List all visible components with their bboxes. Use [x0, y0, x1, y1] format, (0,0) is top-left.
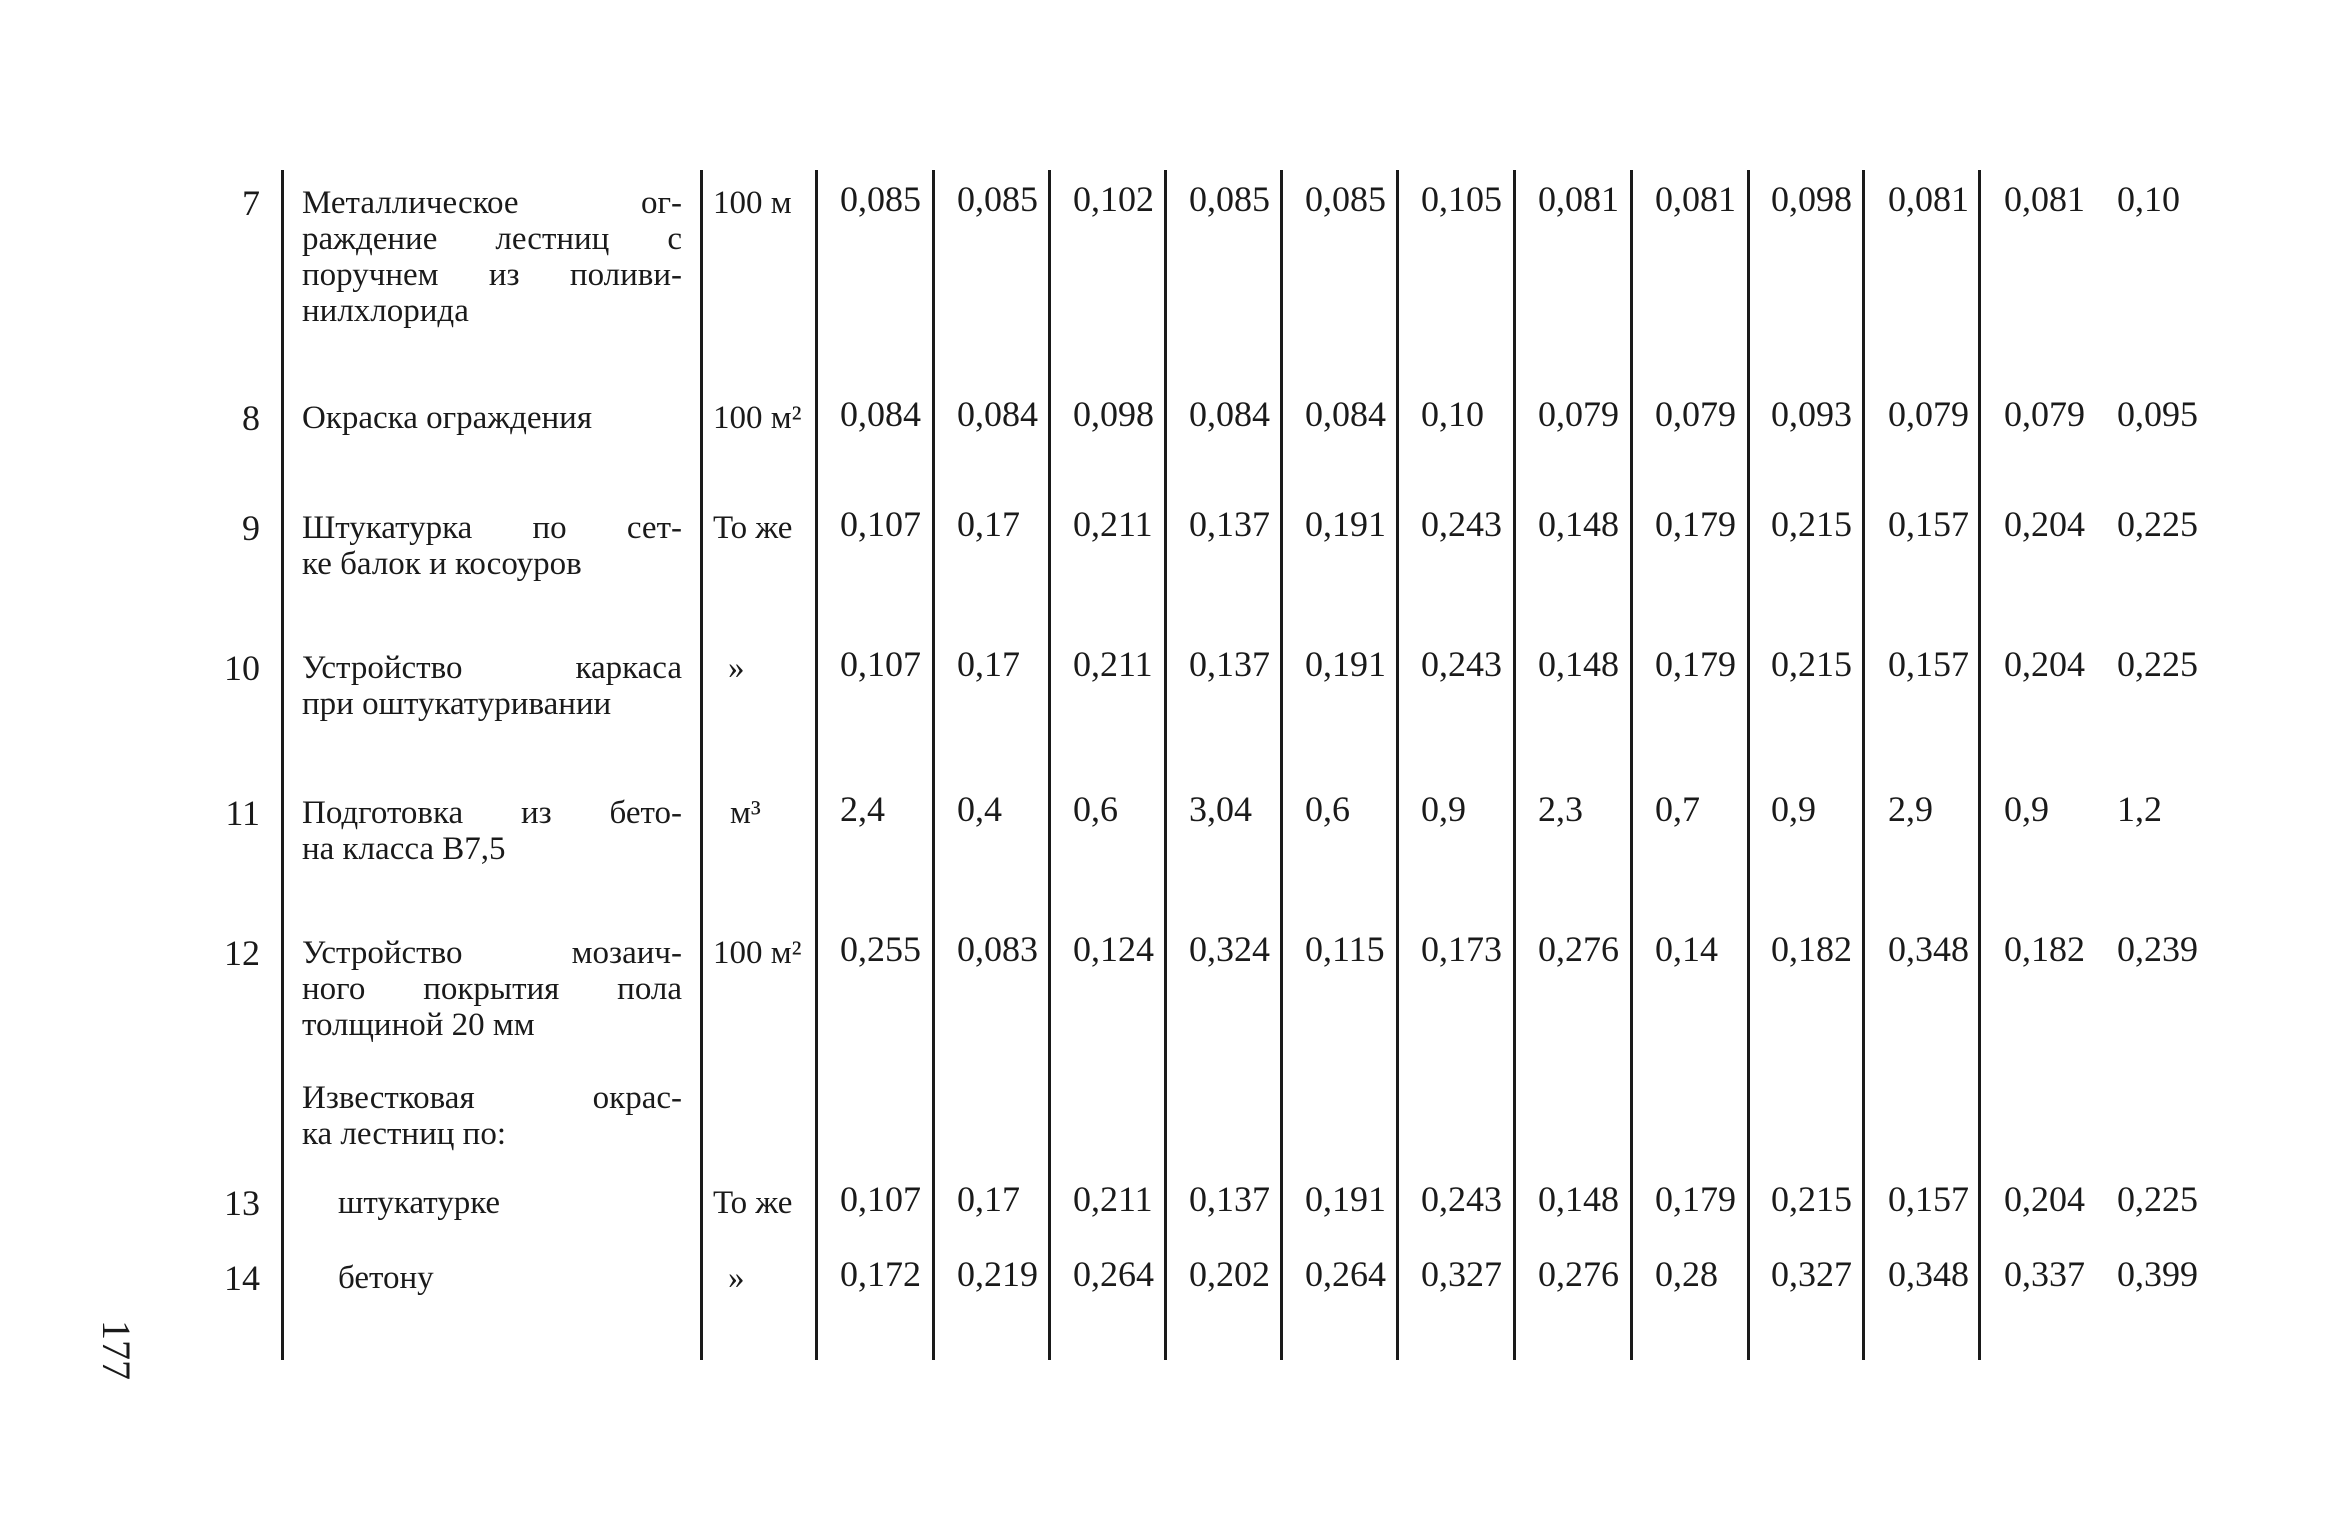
value-cell: 0,085 [1305, 179, 1386, 219]
value-cell: 0,079 [1655, 394, 1736, 434]
value-cell: 0,215 [1771, 504, 1852, 544]
column-rule [1630, 170, 1633, 1360]
value-cell: 0,264 [1305, 1254, 1386, 1294]
value-cell: 0,17 [957, 644, 1020, 684]
value-cell: 0,327 [1771, 1254, 1852, 1294]
row-number: 10 [224, 648, 260, 688]
value-cell: 0,348 [1888, 929, 1969, 969]
description-line: ка лестниц по: [302, 1116, 506, 1152]
value-cell: 0,9 [1771, 789, 1816, 829]
row-number: 12 [224, 933, 260, 973]
value-cell: 0,085 [957, 179, 1038, 219]
value-cell: 0,7 [1655, 789, 1700, 829]
value-cell: 0,28 [1655, 1254, 1718, 1294]
value-cell: 0,137 [1189, 644, 1270, 684]
value-cell: 0,264 [1073, 1254, 1154, 1294]
value-cell: 0,081 [2004, 179, 2085, 219]
value-cell: 0,098 [1073, 394, 1154, 434]
unit-of-measure: То же [713, 1185, 793, 1221]
value-cell: 0,085 [840, 179, 921, 219]
value-cell: 0,10 [2117, 179, 2180, 219]
description-line: ного покрытия пола [302, 971, 682, 1007]
value-cell: 0,084 [957, 394, 1038, 434]
description-line: на класса В7,5 [302, 831, 506, 867]
value-cell: 0,081 [1655, 179, 1736, 219]
row-number: 11 [225, 793, 260, 833]
value-cell: 0,327 [1421, 1254, 1502, 1294]
value-cell: 0,179 [1655, 504, 1736, 544]
value-cell: 0,191 [1305, 1179, 1386, 1219]
value-cell: 0,14 [1655, 929, 1718, 969]
column-rule [1048, 170, 1051, 1360]
value-cell: 0,084 [840, 394, 921, 434]
value-cell: 0,148 [1538, 504, 1619, 544]
value-cell: 0,115 [1305, 929, 1385, 969]
value-cell: 0,107 [840, 644, 921, 684]
value-cell: 0,172 [840, 1254, 921, 1294]
value-cell: 0,225 [2117, 1179, 2198, 1219]
description-line: Штукатурка по сет- [302, 510, 682, 546]
value-cell: 0,202 [1189, 1254, 1270, 1294]
column-rule [1978, 170, 1981, 1360]
value-cell: 0,215 [1771, 1179, 1852, 1219]
work-description [302, 510, 682, 582]
description-line: нилхлорида [302, 293, 469, 329]
value-cell: 0,324 [1189, 929, 1270, 969]
value-cell: 0,204 [2004, 504, 2085, 544]
value-cell: 0,081 [1888, 179, 1969, 219]
work-description [302, 650, 682, 722]
description-line: Устройство мозаич- [302, 935, 682, 971]
value-cell: 0,10 [1421, 394, 1484, 434]
row-number: 14 [224, 1258, 260, 1298]
value-cell: 0,079 [2004, 394, 2085, 434]
unit-of-measure: 100 м² [713, 400, 802, 436]
value-cell: 0,107 [840, 1179, 921, 1219]
value-cell: 0,243 [1421, 1179, 1502, 1219]
value-cell: 0,219 [957, 1254, 1038, 1294]
value-cell: 0,4 [957, 789, 1002, 829]
description-line: Известковая окрас- [302, 1080, 682, 1116]
work-description [302, 1080, 682, 1152]
value-cell: 0,107 [840, 504, 921, 544]
description-line: Окраска ограждения [302, 400, 593, 436]
value-cell: 0,225 [2117, 644, 2198, 684]
column-rule [1164, 170, 1167, 1360]
value-cell: 0,157 [1888, 644, 1969, 684]
column-rule [1396, 170, 1399, 1360]
value-cell: 0,225 [2117, 504, 2198, 544]
column-rule [932, 170, 935, 1360]
row-number: 7 [242, 183, 260, 223]
value-cell: 2,9 [1888, 789, 1933, 829]
value-cell: 0,179 [1655, 1179, 1736, 1219]
value-cell: 0,17 [957, 504, 1020, 544]
column-rule [1747, 170, 1750, 1360]
value-cell: 0,085 [1189, 179, 1270, 219]
description-line: ке балок и косоуров [302, 546, 582, 582]
description-line: поручнем из поливи- [302, 257, 682, 293]
value-cell: 0,084 [1189, 394, 1270, 434]
unit-of-measure: » [728, 650, 745, 686]
value-cell: 0,137 [1189, 1179, 1270, 1219]
value-cell: 0,093 [1771, 394, 1852, 434]
column-rule [281, 170, 284, 1360]
work-description [302, 795, 682, 867]
work-description [302, 935, 682, 1043]
column-rule [700, 170, 703, 1360]
value-cell: 1,2 [2117, 789, 2162, 829]
work-description [302, 400, 682, 436]
column-rule [1280, 170, 1283, 1360]
row-number: 13 [224, 1183, 260, 1223]
value-cell: 2,4 [840, 789, 885, 829]
value-cell: 0,182 [2004, 929, 2085, 969]
value-cell: 0,211 [1073, 504, 1153, 544]
description-line: Металлическое ог- [302, 185, 682, 221]
value-cell: 0,337 [2004, 1254, 2085, 1294]
description-line: толщиной 20 мм [302, 1007, 535, 1043]
value-cell: 0,081 [1538, 179, 1619, 219]
value-cell: 0,095 [2117, 394, 2198, 434]
value-cell: 0,204 [2004, 1179, 2085, 1219]
value-cell: 3,04 [1189, 789, 1252, 829]
value-cell: 0,243 [1421, 644, 1502, 684]
value-cell: 0,239 [2117, 929, 2198, 969]
unit-of-measure: 100 м² [713, 935, 802, 971]
value-cell: 0,148 [1538, 1179, 1619, 1219]
value-cell: 0,211 [1073, 1179, 1153, 1219]
work-description [338, 1185, 718, 1221]
value-cell: 0,9 [1421, 789, 1466, 829]
value-cell: 0,399 [2117, 1254, 2198, 1294]
row-number: 9 [242, 508, 260, 548]
value-cell: 0,6 [1073, 789, 1118, 829]
description-line: Подготовка из бето- [302, 795, 682, 831]
work-description [302, 185, 682, 329]
description-line: раждение лестниц с [302, 221, 682, 257]
value-cell: 0,276 [1538, 1254, 1619, 1294]
row-number: 8 [242, 398, 260, 438]
column-rule [1513, 170, 1516, 1360]
value-cell: 0,083 [957, 929, 1038, 969]
value-cell: 0,191 [1305, 504, 1386, 544]
value-cell: 0,276 [1538, 929, 1619, 969]
value-cell: 0,255 [840, 929, 921, 969]
value-cell: 0,215 [1771, 644, 1852, 684]
value-cell: 0,179 [1655, 644, 1736, 684]
value-cell: 0,211 [1073, 644, 1153, 684]
page-number: 177 [94, 1320, 139, 1380]
value-cell: 0,17 [957, 1179, 1020, 1219]
value-cell: 0,6 [1305, 789, 1350, 829]
column-rule [815, 170, 818, 1360]
value-cell: 2,3 [1538, 789, 1583, 829]
value-cell: 0,243 [1421, 504, 1502, 544]
value-cell: 0,173 [1421, 929, 1502, 969]
description-line: штукатурке [338, 1185, 501, 1221]
unit-of-measure: м³ [730, 795, 761, 831]
value-cell: 0,348 [1888, 1254, 1969, 1294]
value-cell: 0,9 [2004, 789, 2049, 829]
work-description [338, 1260, 718, 1296]
unit-of-measure: » [728, 1260, 745, 1296]
value-cell: 0,148 [1538, 644, 1619, 684]
value-cell: 0,157 [1888, 1179, 1969, 1219]
unit-of-measure: 100 м [713, 185, 792, 221]
value-cell: 0,079 [1538, 394, 1619, 434]
column-rule [1862, 170, 1865, 1360]
value-cell: 0,102 [1073, 179, 1154, 219]
value-cell: 0,137 [1189, 504, 1270, 544]
value-cell: 0,204 [2004, 644, 2085, 684]
value-cell: 0,191 [1305, 644, 1386, 684]
value-cell: 0,124 [1073, 929, 1154, 969]
description-line: при оштукатуривании [302, 686, 612, 722]
unit-of-measure: То же [713, 510, 793, 546]
value-cell: 0,182 [1771, 929, 1852, 969]
value-cell: 0,079 [1888, 394, 1969, 434]
description-line: бетону [338, 1260, 434, 1296]
description-line: Устройство каркаса [302, 650, 682, 686]
value-cell: 0,105 [1421, 179, 1502, 219]
value-cell: 0,157 [1888, 504, 1969, 544]
value-cell: 0,098 [1771, 179, 1852, 219]
value-cell: 0,084 [1305, 394, 1386, 434]
